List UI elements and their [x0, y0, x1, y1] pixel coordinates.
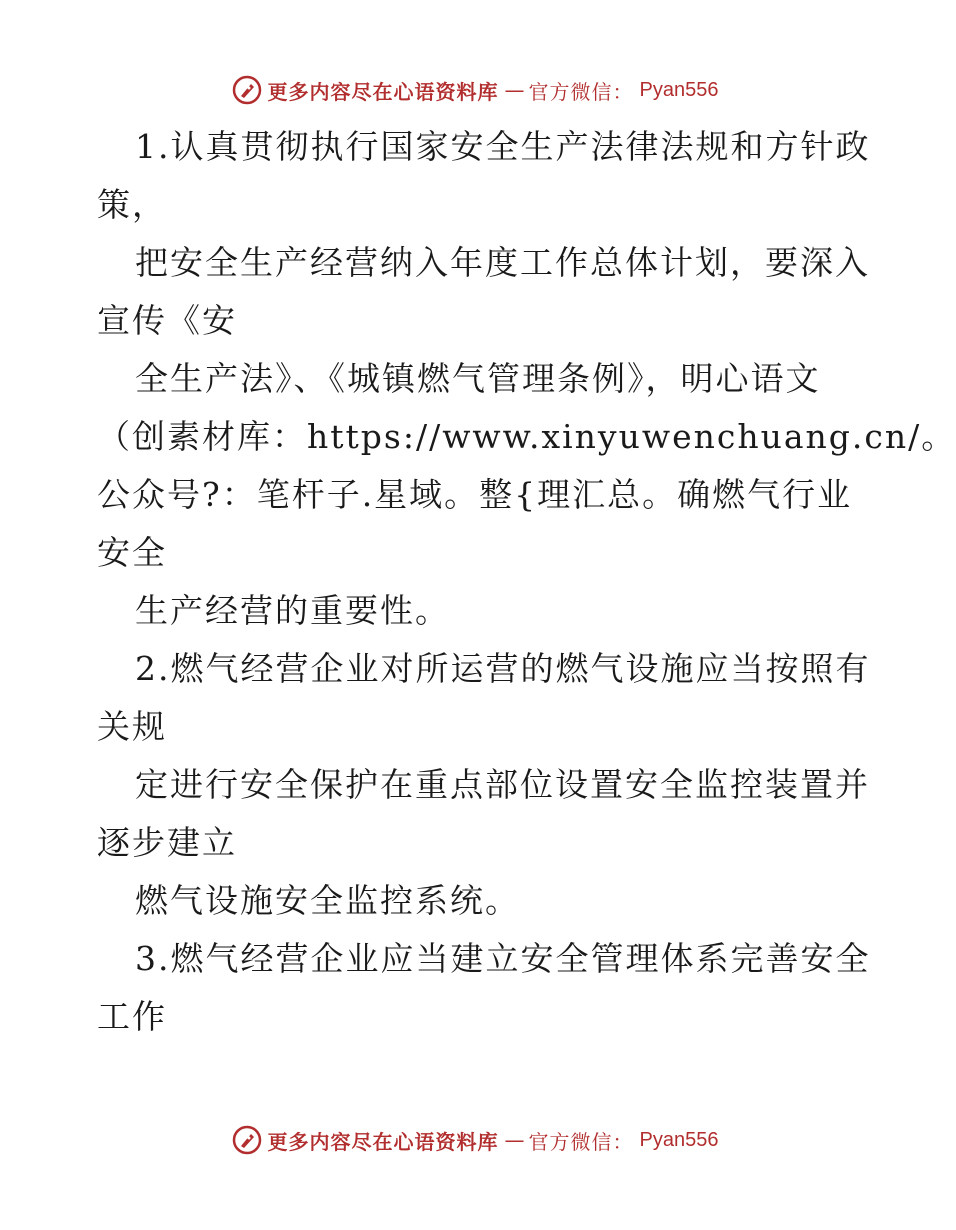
banner-wechat-id: Pyan556 — [639, 1128, 719, 1151]
text-line: 策， — [97, 185, 167, 224]
header-watermark-banner — [0, 70, 950, 110]
text-line: 生产经营的重要性。 — [135, 591, 450, 630]
pen-nib-logo-icon — [232, 1125, 262, 1155]
text-line: 3.燃气经营企业应当建立安全管理体系完善安全 — [135, 939, 871, 978]
text-line: 工作 — [97, 997, 167, 1036]
banner-wechat-label: 官方微信： — [528, 1129, 634, 1154]
text-line: 公众号?：笔杆子.星域。整{理汇总。确燃气行业 — [97, 475, 853, 514]
text-line: 安全 — [97, 533, 167, 572]
footer-watermark-banner — [0, 1120, 950, 1160]
banner-main-text: 更多内容尽在心语资料库 — [267, 1129, 499, 1154]
document-body — [97, 118, 956, 1046]
text-line: 定进行安全保护在重点部位设置安全监控装置并 — [135, 765, 870, 804]
banner-wechat-id: Pyan556 — [639, 78, 719, 101]
banner-main-text: 更多内容尽在心语资料库 — [267, 79, 499, 104]
banner-dash: — — [504, 78, 523, 102]
text-line: 宣传《安 — [97, 301, 237, 340]
text-line: 燃气设施安全监控系统。 — [135, 881, 520, 920]
text-line: （创素材库：https://www.xinyuwenchuang.cn/。 — [97, 417, 956, 456]
text-line: 逐步建立 — [97, 823, 237, 862]
text-line: 把安全生产经营纳入年度工作总体计划，要深入 — [135, 243, 870, 282]
text-line: 关规 — [97, 707, 167, 746]
banner-wechat-label: 官方微信： — [528, 79, 634, 104]
banner-dash: — — [504, 1128, 523, 1152]
text-line: 1.认真贯彻执行国家安全生产法律法规和方针政 — [135, 127, 871, 166]
text-line: 2.燃气经营企业对所运营的燃气设施应当按照有 — [135, 649, 871, 688]
pen-nib-logo-icon — [232, 75, 262, 105]
text-line: 全生产法》、《城镇燃气管理条例》，明心语文 — [135, 359, 821, 398]
